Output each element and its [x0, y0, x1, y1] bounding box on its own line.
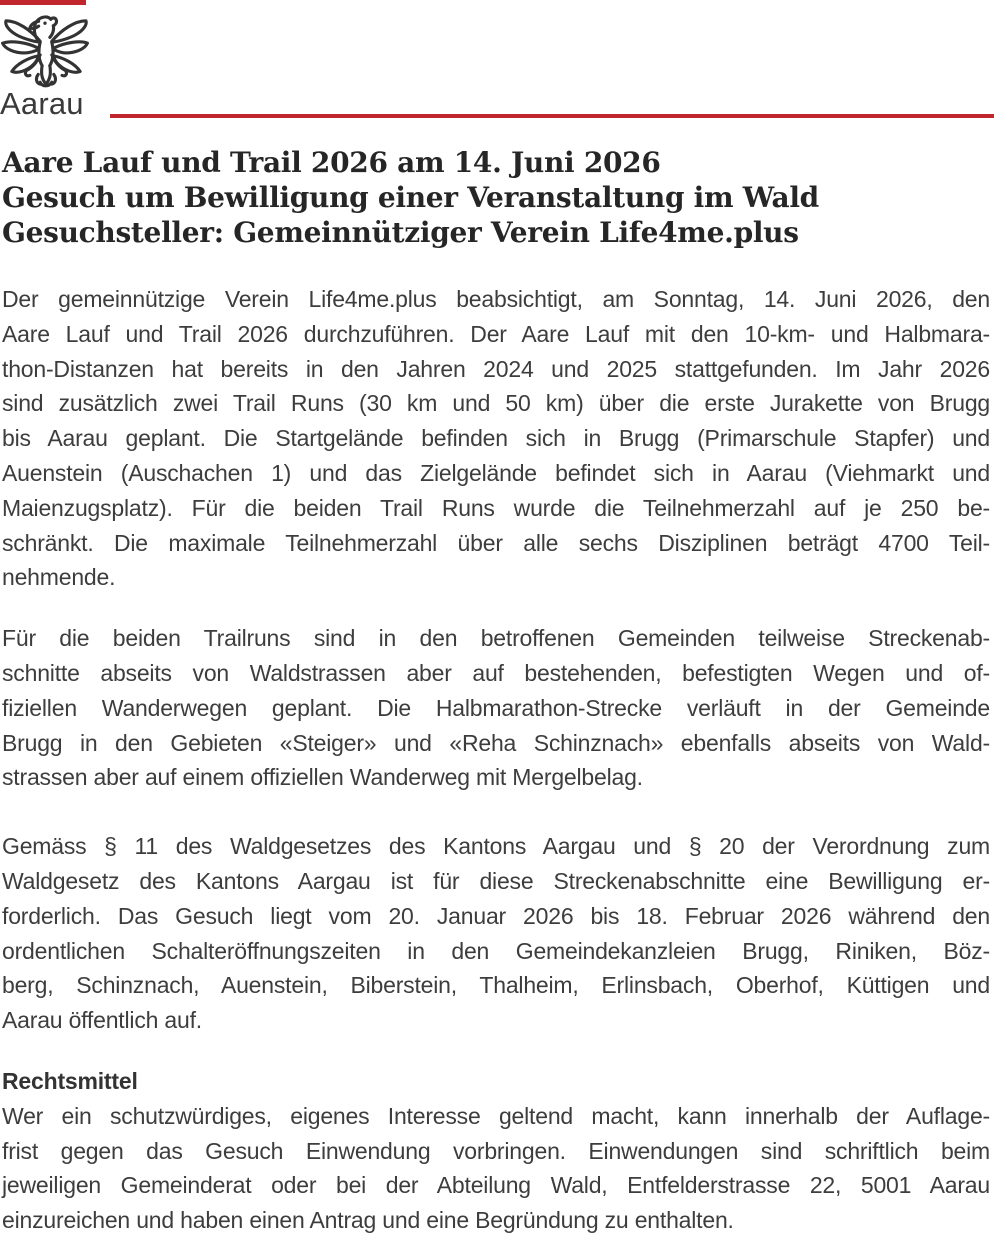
body-line: Brugg in den Gebieten «Steiger» und «Reha Schinznach» ebenfalls abseits von Wald- [2, 729, 990, 756]
body-line: jeweiligen Gemeinderat oder bei der Abteilung Wald, Entfelderstrasse 22, 5001 Aarau [2, 1172, 990, 1199]
body-line: frist gegen das Gesuch Einwendung vorbringen. Einwendungen sind schriftlich beim [2, 1137, 990, 1164]
title-line: Aare Lauf und Trail 2026 am 14. Juni 2026 [2, 146, 661, 179]
body-line: bis Aarau geplant. Die Startgelände befinden sich in Brugg (Primarschule Stapfer) und [2, 425, 990, 452]
body-line: strassen aber auf einem offiziellen Wanderweg mit Mergelbelag. [2, 764, 643, 791]
body-line: fiziellen Wanderwegen geplant. Die Halbmarathon-Strecke verläuft in der Gemeinde [2, 694, 990, 721]
body-line: Aare Lauf und Trail 2026 durchzuführen. Der Aare Lauf mit den 10-km- und Halbmara- [2, 320, 990, 347]
body-line: Aarau öffentlich auf. [2, 1007, 202, 1034]
body-line: Wer ein schutzwürdiges, eigenes Interesse geltend macht, kann innerhalb der Auflage- [2, 1102, 990, 1129]
body-line: schränkt. Die maximale Teilnehmerzahl über alle sechs Disziplinen beträgt 4700 Teil- [2, 529, 990, 556]
paragraph-bewilligung [2, 829, 990, 1038]
brand-red-bar [0, 0, 86, 5]
body-line: einzureichen und haben einen Antrag und eine Begründung zu enthalten. [2, 1207, 734, 1234]
body-line: sind zusätzlich zwei Trail Runs (30 km und 50 km) über die erste Jurakette von Brugg [2, 390, 990, 417]
body-line: forderlich. Das Gesuch liegt vom 20. Januar 2026 bis 18. Februar 2026 während den [2, 902, 990, 929]
body-line: nehmende. [2, 564, 116, 591]
paragraph-trailruns [2, 621, 990, 795]
rechtsmittel-heading: Rechtsmittel [2, 1067, 138, 1094]
body-line: Für die beiden Trailruns sind in den betroffenen Gemeinden teilweise Streckenab- [2, 625, 990, 652]
body-line: Gemäss § 11 des Waldgesetzes des Kantons Aargau und § 20 der Verordnung zum [2, 833, 990, 860]
paragraph-intro [2, 282, 990, 595]
body-line: schnitte abseits von Waldstrassen aber auf bestehenden, befestigten Wegen und of- [2, 659, 990, 686]
rechtsmittel-section [2, 1064, 990, 1238]
body-line: ordentlichen Schalteröffnungszeiten in den Gemeindekanzleien Brugg, Riniken, Böz- [2, 937, 990, 964]
header-rule [110, 114, 994, 118]
title-line: Gesuch um Bewilligung einer Veranstaltung im Wald [2, 181, 819, 214]
masthead [0, 0, 994, 145]
title-line: Gesuchsteller: Gemeinnütziger Verein Life4me.plus [2, 216, 799, 249]
aarau-eagle-icon [0, 12, 90, 90]
body-line: Der gemeinnützige Verein Life4me.plus beabsichtigt, am Sonntag, 14. Juni 2026, den [2, 286, 990, 312]
body-line: thon-Distanzen hat bereits in den Jahren 2024 und 2025 stattgefunden. Im Jahr 2026 [2, 355, 990, 382]
eagle-eye [43, 22, 46, 25]
body-line: Waldgesetz des Kantons Aargau ist für diese Streckenabschnitte eine Bewilligung er- [2, 867, 990, 894]
body-line: Auenstein (Auschachen 1) und das Zielgelände befindet sich in Aarau (Viehmarkt und [2, 459, 990, 486]
body-line: Maienzugsplatz). Für die beiden Trail Runs wurde die Teilnehmerzahl auf je 250 be- [2, 494, 990, 521]
page-title [2, 145, 990, 250]
body-line: berg, Schinznach, Auenstein, Biberstein, Thalheim, Erlinsbach, Oberhof, Küttigen und [2, 972, 990, 999]
city-wordmark: Aarau [0, 86, 84, 121]
